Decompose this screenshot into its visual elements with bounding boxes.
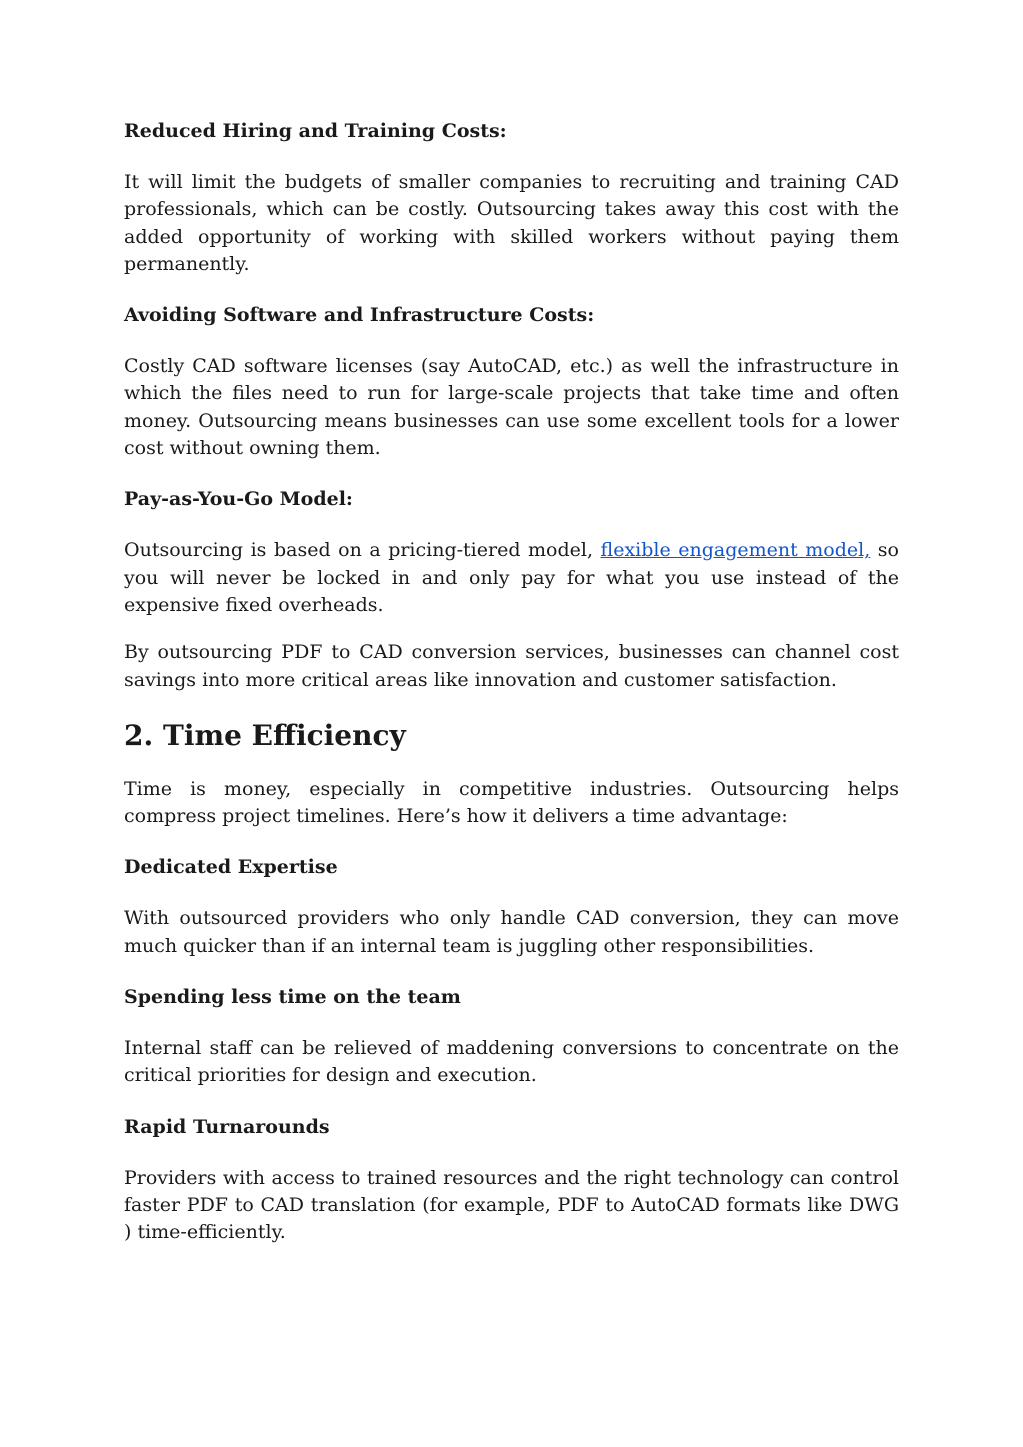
reduced-hiring-paragraph: It will limit the budgets of smaller companies to recruiting and training CAD professionals, which can be costly. Outsourcing takes away this cost with the added opportunity of working with skilled workers without paying them permanently. — [124, 171, 899, 275]
spending-less-time-paragraph: Internal staff can be relieved of maddening conversions to concentrate on the critical priorities for design and execution. — [124, 1037, 899, 1087]
spending-less-time-heading: Spending less time on the team — [124, 986, 461, 1009]
pay-as-you-go-text-before-link: Outsourcing is based on a pricing-tiered model, — [124, 539, 601, 562]
rapid-turnarounds-paragraph: Providers with access to trained resources and the right technology can control faster PDF to CAD translation (for example, PDF to AutoCAD formats like DWG ) time-efficiently. — [124, 1166, 899, 1244]
section-title-time-efficiency: 2. Time Efficiency — [124, 718, 406, 752]
reduced-hiring-heading: Reduced Hiring and Training Costs: — [124, 120, 507, 142]
avoiding-software-paragraph: Costly CAD software licenses (say AutoCAD, etc.) as well the infrastructure in which the files need to run for large-scale projects that take time and often money. Outsourcing means businesses can use some excellent tools for a lower cost without owning them. — [124, 355, 899, 460]
pay-as-you-go-paragraph — [124, 537, 899, 619]
dedicated-expertise-paragraph: With outsourced providers who only handle CAD conversion, they can move much quicker than if an internal team is juggling other responsibilities. — [124, 907, 899, 957]
flexible-engagement-model-link[interactable]: flexible engagement model, — [600, 539, 871, 562]
rapid-turnarounds-heading: Rapid Turnarounds — [124, 1115, 330, 1138]
time-efficiency-intro: Time is money, especially in competitive industries. Outsourcing helps compress project timelines. Here’s how it delivers a time advantage: — [124, 777, 899, 828]
document-page — [124, 118, 899, 1271]
avoiding-software-heading: Avoiding Software and Infrastructure Costs: — [124, 304, 595, 327]
pay-as-you-go-heading: Pay-as-You-Go Model: — [124, 488, 353, 511]
pay-as-you-go-text-after-link: so you will never be locked in and only pay for what you use instead of the expensive fixed overheads. — [124, 539, 899, 616]
closing-paragraph: By outsourcing PDF to CAD conversion services, businesses can channel cost savings into more critical areas like innovation and customer satisfaction. — [124, 641, 899, 691]
dedicated-expertise-heading: Dedicated Expertise — [124, 856, 338, 879]
